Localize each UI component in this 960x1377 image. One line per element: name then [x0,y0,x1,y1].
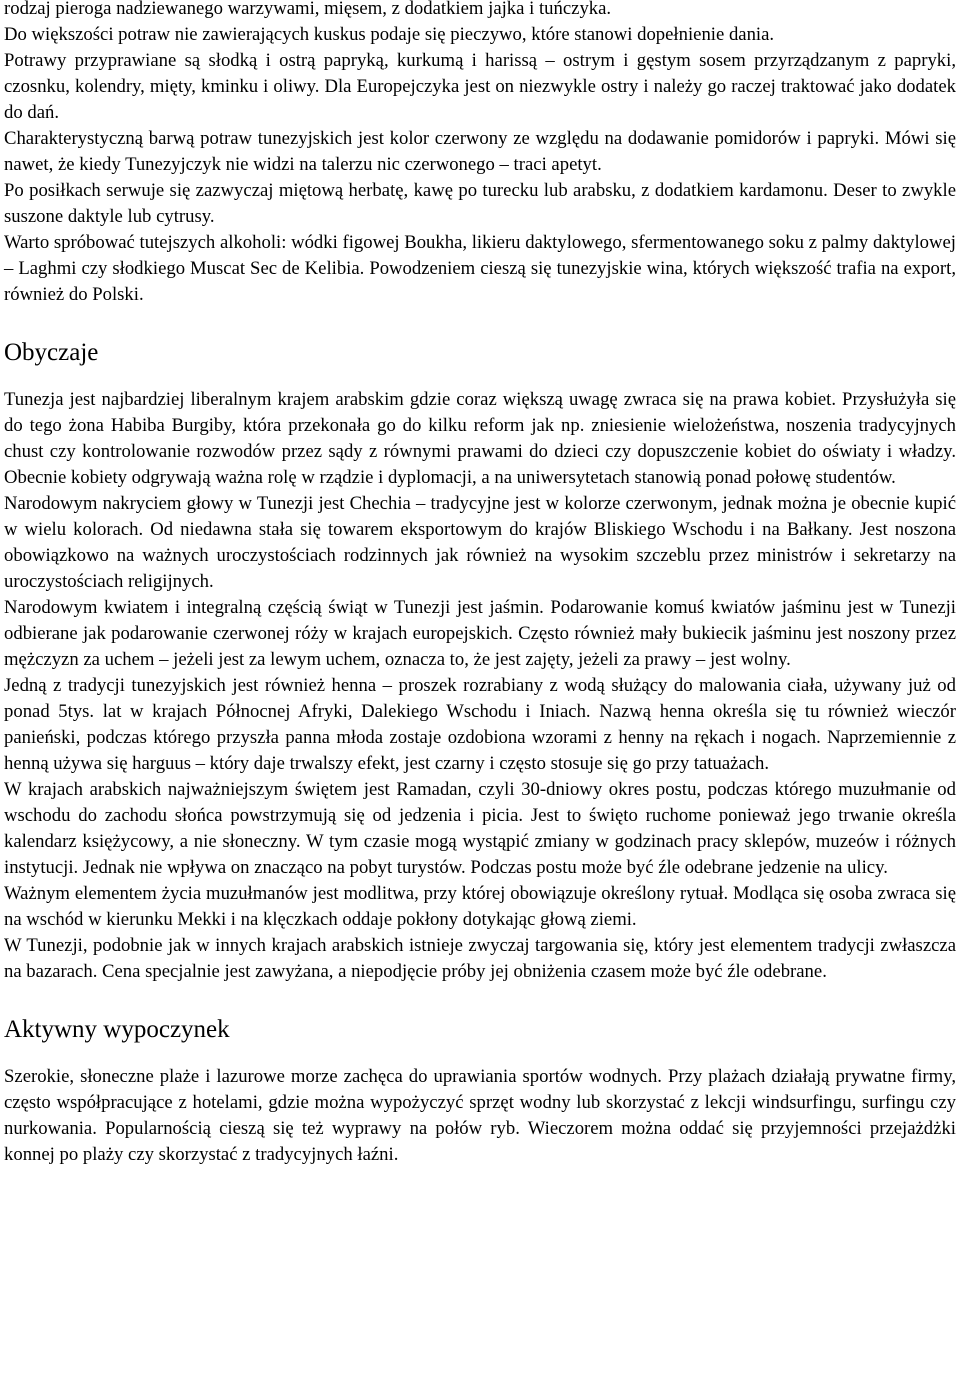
obyczaje-paragraph-2: Narodowym nakryciem głowy w Tunezji jest Chechia – tradycyjne jest w kolorze czerwonym, jednak można je obecnie kupić w wielu kolorach. Od niedawna stała się towarem eksportowym do krajów Bliskiego Wschodu i na Bałkany. Jest noszona obowiązkowo na ważnych uroczystościach rodzinnych jak również na wysokim szczeblu przez ministrów i sekretarzy na uroczystościach religijnych. [4,493,956,592]
section-heading-obyczaje: Obyczaje [4,339,99,366]
obyczaje-paragraph-7: W Tunezji, podobnie jak w innych krajach arabskich istnieje zwyczaj targowania się, który jest elementem tradycji zwłaszcza na bazarach. Cena specjalnie jest zawyżana, a niepodjęcie próby jej obniżenia czasem może być źle odebrane. [4,935,956,982]
intro-paragraph-1: rodzaj pieroga nadziewanego warzywami, mięsem, z dodatkiem jajka i tuńczyka. [4,0,612,19]
obyczaje-paragraph-1: Tunezja jest najbardziej liberalnym krajem arabskim gdzie coraz większą uwagę zwraca się na prawa kobiet. Przysłużyła się do tego żona Habiba Burgiby, która przekonała go do kilku reform jak np. zniesienie wielożeństwa, noszenia tradycyjnych chust czy kontrolowanie rozwodów przez sądy z równymi prawami do dzieci czy dopuszczenie kobiet do oświaty i władzy. Obecnie kobiety odgrywają ważna rolę w rządzie i dyplomacji, a na uniwersytetach stanowią ponad połowę studentów. [4,389,956,488]
intro-paragraph-3: Potrawy przyprawiane są słodką i ostrą papryką, kurkumą i harissą – ostrym i gęstym sosem przyrządzanym z papryki, czosnku, kolendry, mięty, kminku i oliwy. Dla Europejczyka jest on niezwykle ostry i należy go raczej traktować jako dodatek do dań. [4,50,956,123]
obyczaje-paragraph-5: W krajach arabskich najważniejszym świętem jest Ramadan, czyli 30-dniowy okres postu, podczas którego muzułmanie od wschodu do zachodu słońca powstrzymują się od jedzenia i picia. Jest to święto ruchome ponieważ jego trwanie określa kalendarz księżycowy, a nie słoneczny. W tym czasie mogą wystąpić zmiany w godzinach pracy sklepów, muzeów i różnych instytucji. Jednak nie wpływa on znacząco na pobyt turystów. Podczas postu może być źle odebrane jedzenie na ulicy. [4,779,956,878]
intro-paragraph-4: Charakterystyczną barwą potraw tunezyjskich jest kolor czerwony ze względu na dodawanie pomidorów i papryki. Mówi się nawet, że kiedy Tunezyjczyk nie widzi na talerzu nic czerwonego – traci apetyt. [4,128,956,175]
intro-paragraph-2: Do większości potraw nie zawierających kuskus podaje się pieczywo, które stanowi dopełnienie dania. [4,24,775,45]
intro-section [4,0,956,308]
obyczaje-paragraph-4: Jedną z tradycji tunezyjskich jest również henna – proszek rozrabiany z wodą służący do malowania ciała, używany już od ponad 5tys. lat w krajach Północnej Afryki, Dalekiego Wschodu i Iniach. Nazwą henna określa się tu również wieczór panieński, podczas którego przyszła panna młoda zostaje ozdobiona wzorami z henny na rękach i nogach. Naprzemiennie z henną używa się harguus – który daje trwalszy efekt, jest czarny i często stosuje się go przy tatuażach. [4,675,956,774]
obyczaje-paragraph-3: Narodowym kwiatem i integralną częścią świąt w Tunezji jest jaśmin. Podarowanie komuś kwiatów jaśminu jest w Tunezji odbierane jak podarowanie czerwonej róży w krajach europejskich. Często również mały bukiecik jaśminu jest noszony przez mężczyzn za uchem – jeżeli jest za lewym uchem, oznacza to, że jest zajęty, jeżeli za prawy – jest wolny. [4,597,956,670]
aktywny-paragraph-1: Szerokie, słoneczne plaże i lazurowe morze zachęca do uprawiania sportów wodnych. Przy plażach działają prywatne firmy, często współpracujące z hotelami, gdzie można wypożyczyć sprzęt wodny lub skorzystać z lekcji windsurfingu, surfingu czy nurkowania. Popularnością cieszą się też wyprawy na połów ryb. Wieczorem można oddać się przyjemności przejażdżki konnej po plaży czy skorzystać z tradycyjnych łaźni. [4,1066,956,1165]
section-heading-aktywny-wypoczynek: Aktywny wypoczynek [4,1016,230,1043]
intro-paragraph-6: Warto spróbować tutejszych alkoholi: wódki figowej Boukha, likieru daktylowego, sfermentowanego soku z palmy daktylowej – Laghmi czy słodkiego Muscat Sec de Kelibia. Powodzeniem cieszą się tunezyjskie wina, których większość trafia na export, również do Polski. [4,232,956,305]
obyczaje-section [4,338,956,985]
obyczaje-paragraph-6: Ważnym elementem życia muzułmanów jest modlitwa, przy której obowiązuje określony rytuał. Modląca się osoba zwraca się na wschód w kierunku Mekki i na klęczkach oddaje pokłony dotykając głową ziemi. [4,883,956,930]
aktywny-wypoczynek-section [4,1015,956,1168]
intro-paragraph-5: Po posiłkach serwuje się zazwyczaj miętową herbatę, kawę po turecku lub arabsku, z dodatkiem kardamonu. Deser to zwykle suszone daktyle lub cytrusy. [4,180,956,227]
